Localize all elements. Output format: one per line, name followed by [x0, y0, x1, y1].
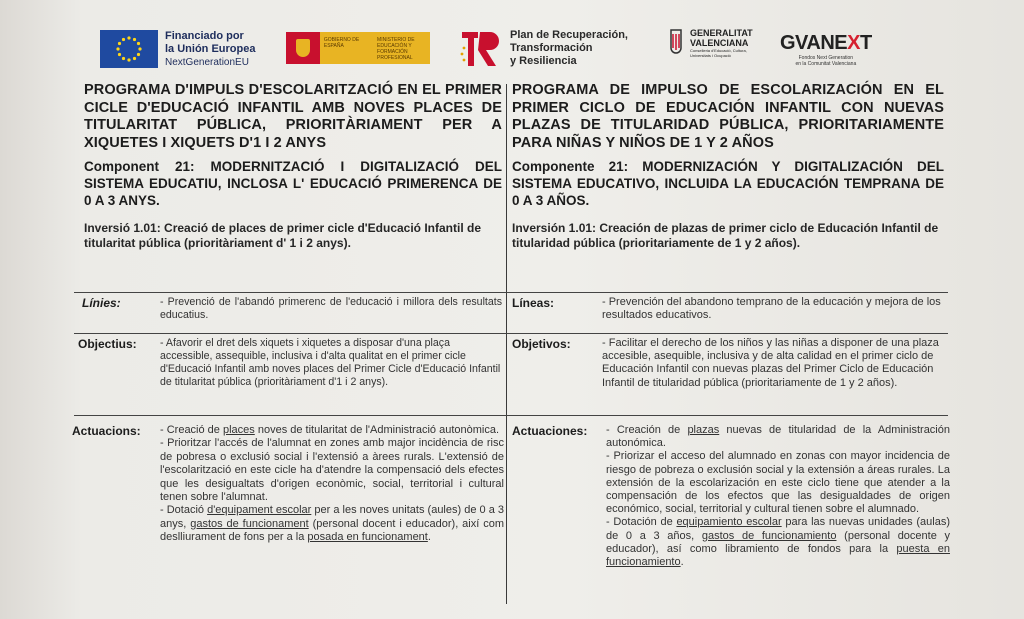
gvanext-x: X [847, 32, 860, 54]
spanish-actions-label: Actuaciones: [512, 424, 588, 438]
catalan-component: Component 21: MODERNITZACIÓ I DIGITALIZACIÓ DEL SISTEMA EDUCATIU, INCLOSA L' EDUCACIÓ PRIMERENCA DE 0 A 3 ANYS. [84, 159, 502, 208]
spanish-lines-label: Líneas: [512, 296, 555, 310]
prtr-line2: Transformación [510, 41, 593, 54]
spanish-header [512, 82, 944, 251]
coat-of-arms-icon [286, 32, 320, 64]
table-rule [74, 415, 948, 416]
generalitat-logo [668, 28, 753, 60]
gva-sub2: Universitats i Ocupació [690, 53, 731, 58]
ministerio-label: MINISTERIO DE EDUCACIÓN Y FORMACIÓN PROFESIONAL [377, 37, 415, 61]
table-rule [74, 333, 948, 334]
catalan-objectives-label: Objectius: [78, 337, 137, 351]
spanish-objectives-label: Objetivos: [512, 337, 571, 351]
gva-line1: GENERALITAT [690, 28, 753, 38]
catalan-actions-text: - Creació de places noves de titularitat de l'Administració autonòmica. - Prioritzar l'accés de l'alumnat en zones amb major incidència de risc de pobresa o exclusió social i l'extensió a àrees rurals. L'extensió de l'escolarització en este cicle ha d'atendre la compensació dels efectes que les desigualtats d'origen econòmic, social, territorial i cultural tenen sobre l'alumnat. - Dotació d'equipament escolar per a les noves unitats (aules) de 0 a 3 anys, gastos de funcionament (personal docent i educador), així com deslliurament de fons per a la posada en funcionament. [160, 424, 504, 544]
prtr-icon [458, 28, 502, 68]
catalan-lines-text: - Prevenció de l'abandó primerenc de l'educació i millora dels resultats educatius. [160, 296, 502, 321]
spanish-objectives-text: - Facilitar el derecho de los niños y las niñas a disponer de una plaza accesible, asequible, inclusiva y de alta calidad en el primer ciclo de Educación Infantil con nuevas plazas del Primer Ciclo de Educación Infantil de titularidad pública (prioritariamente de 1 y 2 años). [602, 337, 939, 389]
gva-line2: VALENCIANA [690, 38, 749, 48]
table-rule [74, 292, 948, 293]
gvanext-sub2: en la Comunitat Valenciana [795, 61, 857, 67]
eu-line3: NextGenerationEU [165, 57, 249, 68]
gvanext-sub1: Fondos Next Generation [798, 55, 854, 61]
logo-bar [100, 26, 920, 74]
gobierno-logo [286, 32, 430, 64]
eu-logo [100, 30, 255, 69]
generalitat-shield-icon [668, 28, 684, 60]
catalan-actions-label: Actuacions: [72, 424, 141, 438]
gvanext-word: GVANE [780, 32, 848, 54]
spanish-title: PROGRAMA DE IMPULSO DE ESCOLARIZACIÓN EN EL PRIMER CICLO DE EDUCACIÓN INFANTIL CON NUEVAS PLAZAS DE TITULARIDAD PÚBLICA, PRIORITARIAMENTE PARA NIÑAS Y NIÑOS DE 1 Y 2 AÑOS [512, 82, 944, 151]
gvanext-t: T [859, 32, 872, 54]
catalan-investment: Inversió 1.01: Creació de places de primer cicle d'Educació Infantil de titularitat pública (prioritàriament d' 1 i 2 anys). [84, 221, 482, 250]
spanish-actions-text: - Creación de plazas nuevas de titularidad de la Administración autonómica. - Priorizar el acceso del alumnado en zonas con mayor incidencia de riesgo de pobreza o exclusión social y la extensión a áreas rurales. La extensión de la escolarización en este ciclo tiene que atender a la compensación de los efectos que las desigualdades de origen económico, social, territorial y cultural tienen sobre el alumnado. - Dotación de equipamiento escolar para las nuevas unidades (aulas) de 0 a 3 años, gastos de funcionamiento (personal docente y educador), así como libramiento de fondos para la puesta en funcionamiento. [606, 424, 951, 569]
eu-line1: Financiado por [165, 30, 244, 42]
gvanext-logo [780, 32, 872, 67]
spanish-component: Componente 21: MODERNIZACIÓN Y DIGITALIZACIÓN DEL SISTEMA EDUCATIVO, INCLUIDA LA EDUCACIÓN TEMPRANA DE 0 A 3 AÑOS. [512, 159, 944, 208]
spanish-lines-text: - Prevención del abandono temprano de la educación y mejora de los resultados educativos. [602, 296, 941, 322]
gva-sub1: Conselleria d'Educació, Cultura, [690, 48, 747, 53]
catalan-header [84, 82, 502, 251]
eu-flag-icon [100, 30, 158, 68]
prtr-line1: Plan de Recuperación, [510, 28, 628, 41]
catalan-lines-label: Línies: [82, 296, 121, 310]
catalan-title: PROGRAMA D'IMPULS D'ESCOLARITZACIÓ EN EL PRIMER CICLE D'EDUCACIÓ INFANTIL AMB NOVES PLACES DE TITULARITAT PÚBLICA, PRIORITÀRIAMENT PER A XIQUETES I XIQUETS D'1 I 2 ANYS [84, 82, 502, 151]
spanish-investment: Inversión 1.01: Creación de plazas de primer ciclo de Educación Infantil de titularidad pública (prioritariamente de 1 y 2 años). [512, 221, 939, 250]
prtr-line3: y Resiliencia [510, 54, 577, 67]
eu-line2: la Unión Europea [165, 43, 256, 55]
column-divider [506, 84, 507, 604]
prtr-logo [458, 28, 628, 68]
catalan-objectives-text: - Afavorir el dret dels xiquets i xiquetes a disposar d'una plaça accessible, assequible, inclusiva i d'alta qualitat en el primer cicle d'Educació Infantil amb noves places del Primer Cicle d'Educació Infantil de titularitat pública (prioritàriament d'1 i 2 anys). [160, 337, 501, 388]
gobierno-label: GOBIERNO DE ESPAÑA [323, 37, 360, 49]
